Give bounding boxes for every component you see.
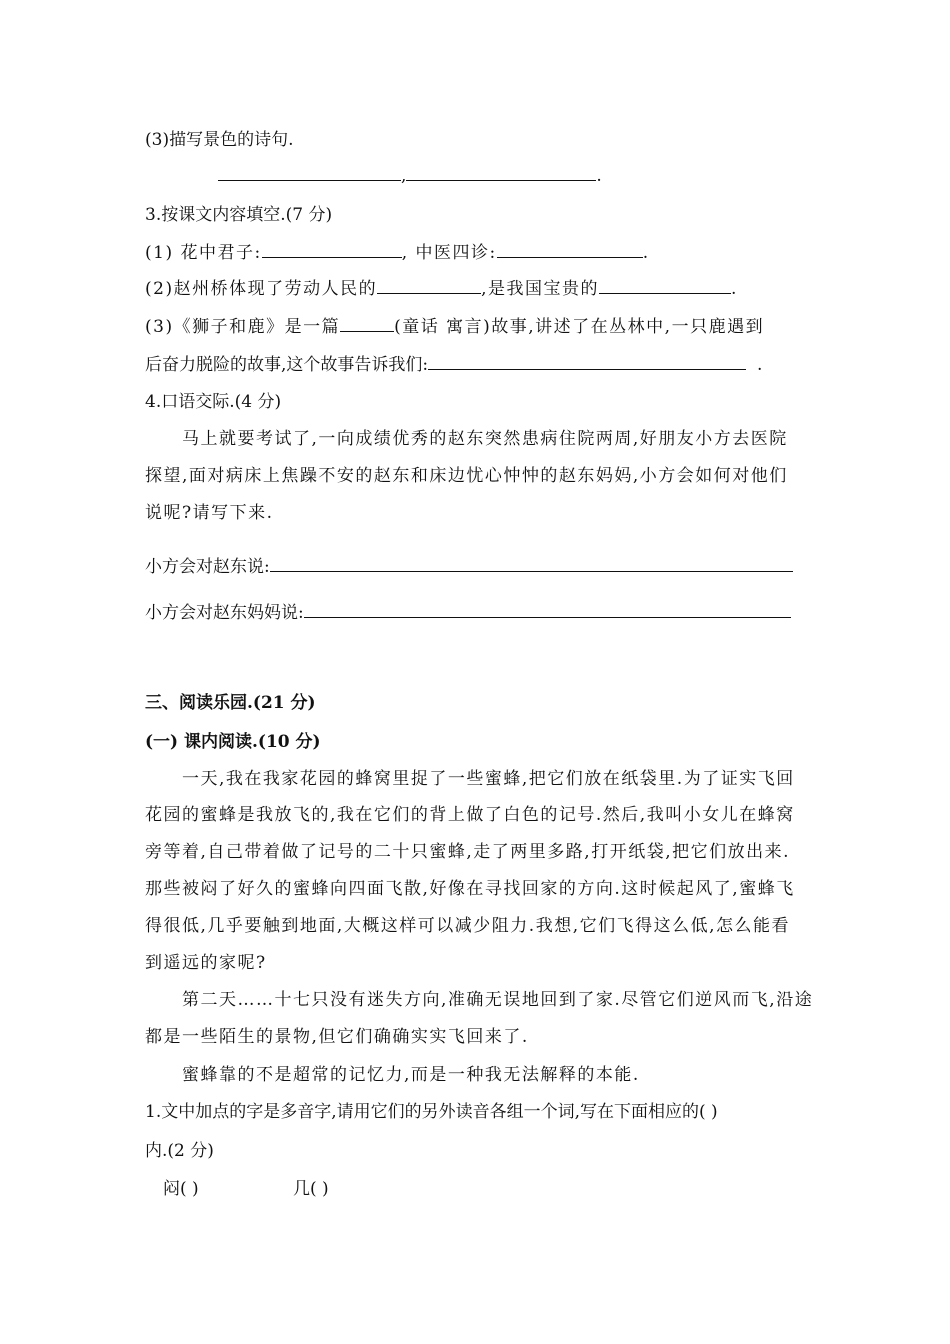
- q3-item-1: [145, 238, 650, 263]
- q4-para-line-2: [145, 461, 788, 486]
- para-text: 探望,面对病床上焦躁不安的赵东和床边忧心忡忡的赵东妈妈,小方会如何对他们: [145, 466, 788, 486]
- passage-text: 第二天……十七只没有迷失方向,准确无误地回到了家.尽管它们逆风而飞,沿途: [182, 990, 814, 1010]
- passage-text: 那些被闷了好久的蜜蜂向四面飞散,好像在寻找回家的方向.这时候起风了,蜜蜂飞: [145, 879, 795, 899]
- passage-line-1: [182, 764, 795, 789]
- answer-blank[interactable]: [497, 240, 643, 258]
- answer-text: 闷( ): [163, 1179, 199, 1199]
- item-text: (童话 寓言)故事,讲述了在丛林中,一只鹿遇到: [394, 317, 765, 337]
- answer-blank[interactable]: [428, 352, 746, 370]
- reading-q1-line-1: [145, 1097, 718, 1122]
- answer-blank[interactable]: [377, 276, 481, 294]
- subtitle-text: (一) 课内阅读.(10 分): [145, 732, 321, 752]
- passage-text: 花园的蜜蜂是我放飞的,我在它们的背上做了白色的记号.然后,我叫小女儿在蜂窝: [145, 805, 795, 825]
- q4-para-line-1: [182, 424, 788, 449]
- q4-answer-1: [145, 552, 793, 577]
- q4-answer-2: [145, 598, 791, 623]
- item-text: (1) 花中君子:: [145, 243, 262, 263]
- q2-3-label-text: (3)描写景色的诗句.: [145, 130, 294, 150]
- item-text: , 中医四诊:: [401, 243, 497, 263]
- answer-blank[interactable]: [340, 314, 394, 332]
- q4-title-text: 4.口语交际.(4 分): [145, 392, 282, 412]
- q2-3-label: [145, 125, 293, 150]
- passage-line-4: [145, 874, 795, 899]
- answer-blank[interactable]: [599, 276, 731, 294]
- period: .: [642, 243, 650, 263]
- section-title-text: 三、阅读乐园.(21 分): [145, 693, 316, 713]
- q4-title: [145, 387, 281, 412]
- section-3-subtitle: [145, 727, 321, 752]
- prompt-text: 小方会对赵东说:: [145, 557, 270, 577]
- passage-text: 得很低,几乎要触到地面,大概这样可以减少阻力.我想,它们飞得这么低,怎么能看: [145, 916, 791, 936]
- passage-line-5: [145, 911, 790, 936]
- question-text: 内.(2 分): [145, 1141, 214, 1161]
- passage-text: 蜜蜂靠的不是超常的记忆力,而是一种我无法解释的本能.: [182, 1065, 640, 1085]
- period: .: [596, 166, 602, 186]
- q4-para-line-3: [145, 498, 274, 523]
- q3-title: [145, 200, 332, 225]
- answer-text: 几( ): [293, 1179, 329, 1199]
- passage-line-9: [182, 1060, 640, 1085]
- answer-ji[interactable]: [293, 1174, 329, 1199]
- passage-line-7: [182, 985, 813, 1010]
- q2-3-answer-line: [218, 163, 602, 186]
- item-text: 后奋力脱险的故事,这个故事告诉我们:: [145, 355, 429, 375]
- passage-line-8: [145, 1022, 529, 1047]
- answer-blank[interactable]: [270, 554, 793, 572]
- passage-text: 一天,我在我家花园的蜂窝里捉了一些蜜蜂,把它们放在纸袋里.为了证实飞回: [182, 769, 795, 789]
- section-3-title: [145, 688, 316, 713]
- answer-blank[interactable]: [262, 240, 402, 258]
- para-text: 马上就要考试了,一向成绩优秀的赵东突然患病住院两周,好朋友小方去医院: [182, 429, 788, 449]
- separator: ,: [401, 166, 407, 186]
- answer-blank[interactable]: [218, 163, 401, 181]
- answer-blank[interactable]: [406, 163, 596, 181]
- period: .: [756, 355, 763, 375]
- para-text: 说呢?请写下来.: [145, 503, 274, 523]
- q3-item-3-line-2: [145, 350, 762, 375]
- passage-line-3: [145, 837, 790, 862]
- answer-blank[interactable]: [304, 600, 791, 618]
- period: .: [731, 279, 738, 299]
- answer-men[interactable]: [163, 1174, 199, 1199]
- passage-text: 旁等着,自己带着做了记号的二十只蜜蜂,走了两里多路,打开纸袋,把它们放出来.: [145, 842, 791, 862]
- passage-line-2: [145, 800, 795, 825]
- passage-text: 都是一些陌生的景物,但它们确确实实飞回来了.: [145, 1027, 529, 1047]
- item-text: ,是我国宝贵的: [481, 279, 599, 299]
- reading-q1-line-2: [145, 1136, 214, 1161]
- item-text: (3)《狮子和鹿》是一篇: [145, 317, 341, 337]
- passage-line-6: [145, 948, 267, 973]
- prompt-text: 小方会对赵东妈妈说:: [145, 603, 304, 623]
- item-text: (2)赵州桥体现了劳动人民的: [145, 279, 378, 299]
- question-text: 1.文中加点的字是多音字,请用它们的另外读音各组一个词,写在下面相应的( ): [145, 1102, 718, 1122]
- q3-item-2: [145, 274, 738, 299]
- q3-title-text: 3.按课文内容填空.(7 分): [145, 205, 333, 225]
- q3-item-3-line-1: [145, 312, 764, 337]
- passage-text: 到遥远的家呢?: [145, 953, 267, 973]
